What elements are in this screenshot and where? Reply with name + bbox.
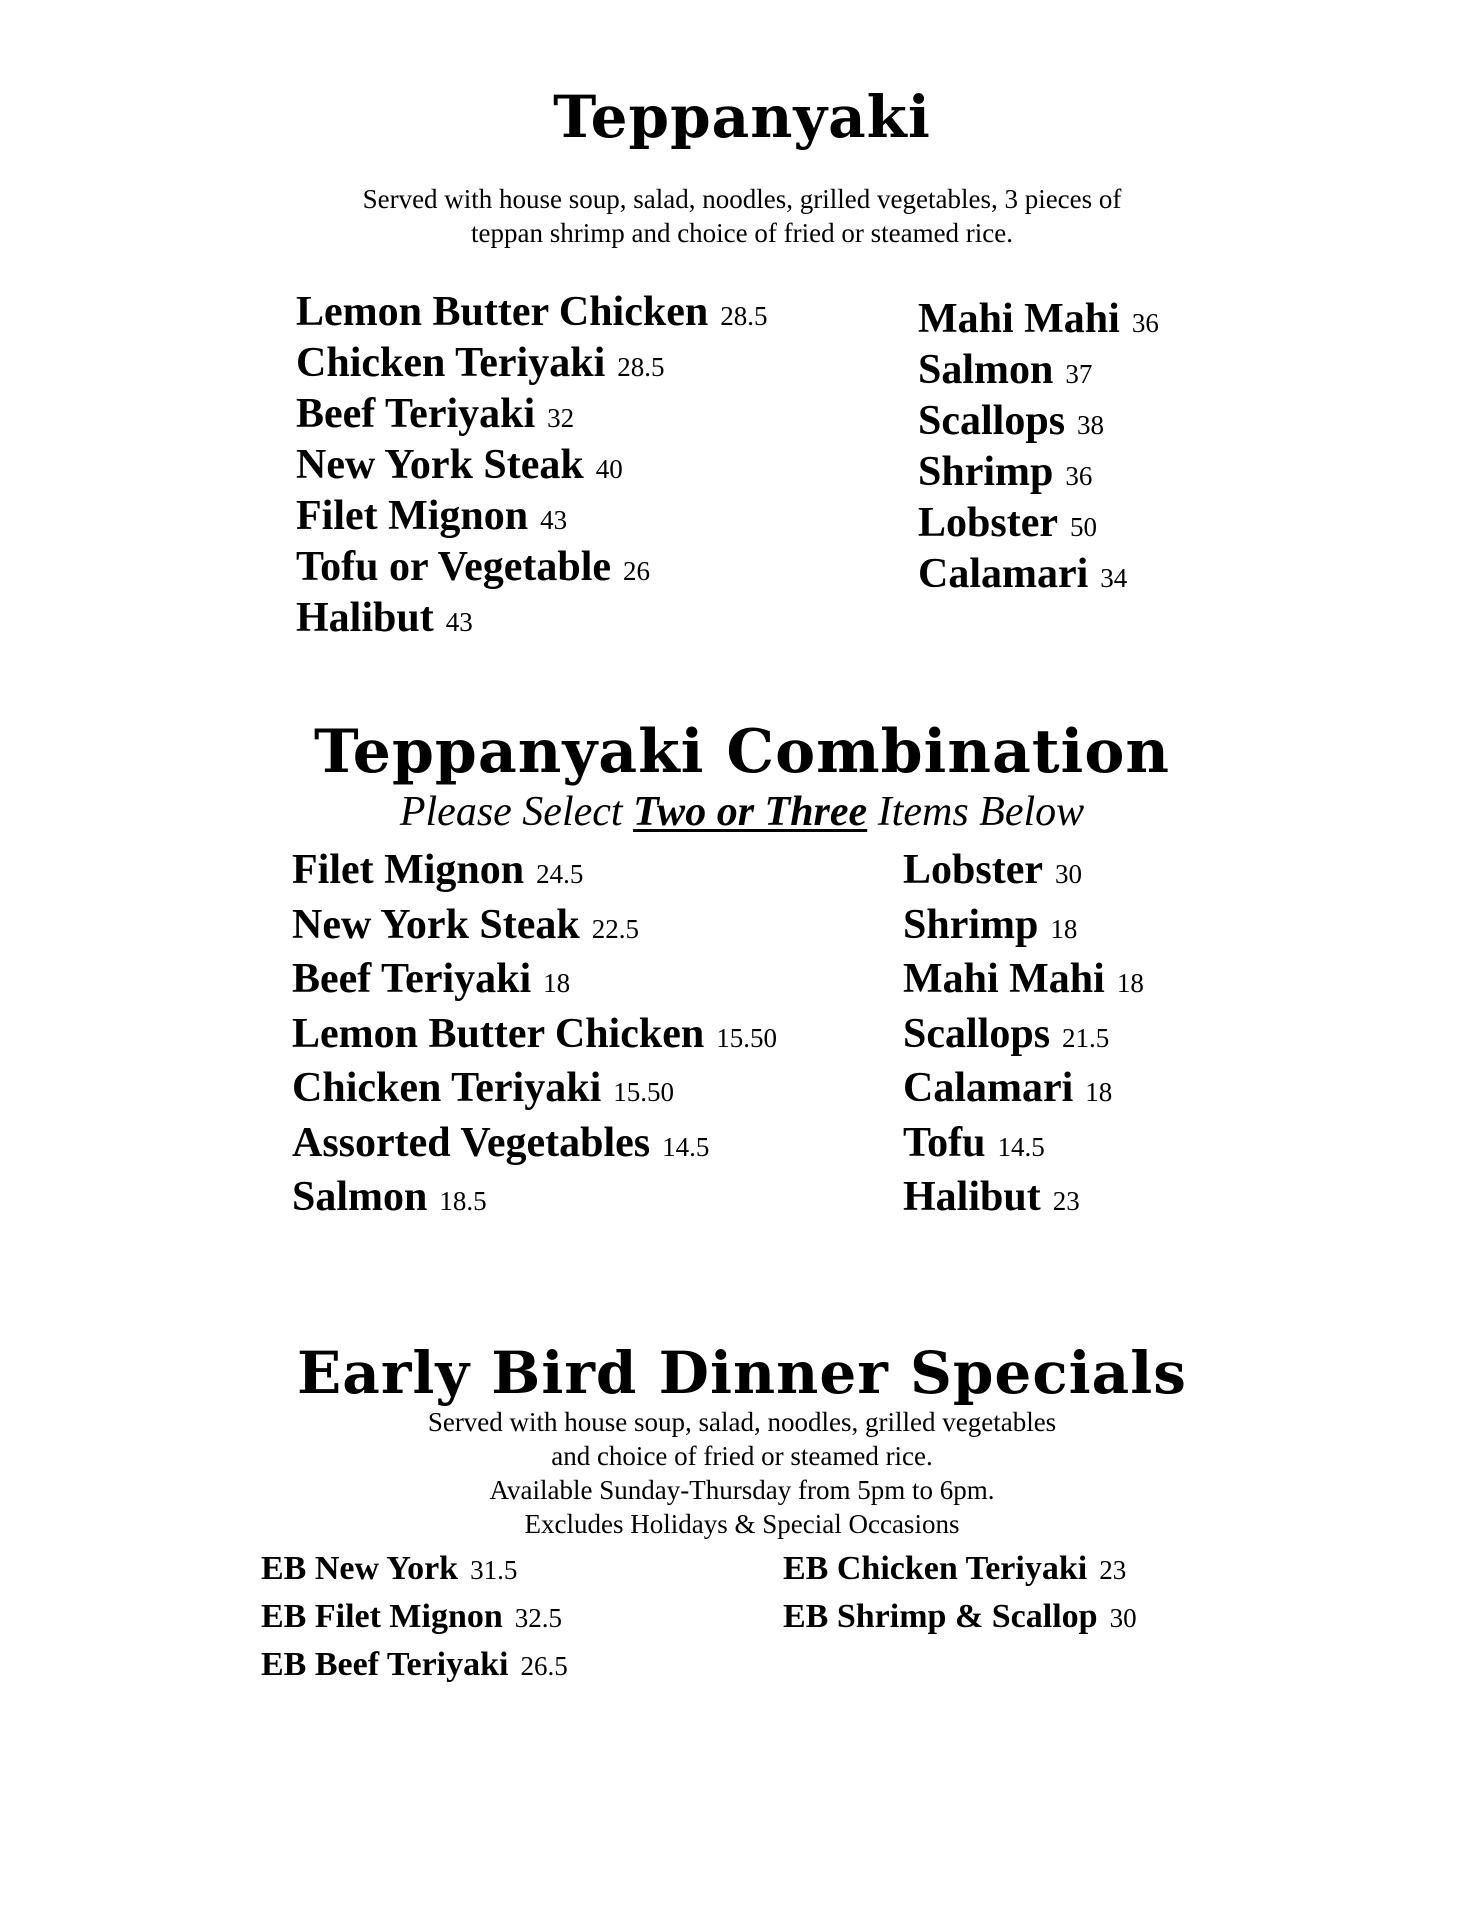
item-name: Filet Mignon [292,847,525,893]
item-name: EB New York [261,1550,459,1587]
early-bird-title: Early Bird Dinner Specials [297,1339,1187,1407]
item-name: Assorted Vegetables [292,1119,651,1166]
combination-subtitle-before: Please Select [399,789,634,835]
menu-item [903,898,1144,953]
item-name: Scallops [903,1010,1051,1057]
item-name: Halibut [903,1174,1041,1220]
item-price: 26.5 [520,1651,568,1681]
item-price: 32 [547,403,575,433]
menu-item [292,1007,777,1062]
item-price: 14.5 [997,1131,1045,1162]
item-price: 18 [1085,1077,1113,1107]
item-price: 28.5 [720,301,768,331]
item-name: EB Shrimp & Scallop [783,1598,1098,1635]
item-price: 30 [1109,1603,1137,1633]
early-bird-note-line: Excludes Holidays & Special Occasions [524,1509,960,1539]
item-price: 18.5 [439,1186,487,1216]
teppanyaki-note-line: Served with house soup, salad, noodles, grilled vegetables, 3 pieces of [362,184,1122,214]
item-name: Mahi Mahi [918,296,1120,342]
teppanyaki-right-column [918,294,1159,600]
menu-item [918,447,1159,498]
item-price: 36 [1065,461,1093,491]
early-bird-right-column [783,1545,1137,1641]
menu-item [292,1116,777,1171]
combination-subtitle [0,788,1484,836]
combination-title: Teppanyaki Combination [314,717,1170,787]
item-name: Beef Teriyaki [292,956,532,1002]
item-name: Mahi Mahi [903,956,1105,1002]
menu-item [296,542,767,593]
menu-item [296,593,767,644]
item-price: 15.50 [716,1022,777,1053]
item-name: Salmon [918,347,1054,393]
teppanyaki-title: Teppanyaki [553,83,931,151]
item-name: Lemon Butter Chicken [296,289,709,335]
teppanyaki-left-column [296,287,767,644]
item-name: Salmon [292,1174,428,1220]
item-price: 30 [1055,859,1082,889]
menu-item [918,498,1159,549]
combination-left-column [292,843,777,1225]
menu-item [261,1641,568,1689]
item-price: 43 [540,505,568,535]
early-bird-note-line: Served with house soup, salad, noodles, grilled vegetables [427,1407,1057,1437]
item-price: 43 [445,607,473,637]
menu-item [903,952,1144,1007]
combination-right-column [903,843,1144,1225]
menu-item [903,1170,1144,1225]
item-name: Scallops [918,398,1066,444]
item-price: 28.5 [617,352,665,382]
menu-item [292,1061,777,1116]
menu-item [918,549,1159,600]
teppanyaki-note-line: teppan shrimp and choice of fried or steamed rice. [470,218,1014,248]
item-name: EB Chicken Teriyaki [783,1550,1088,1587]
item-name: Lobster [903,847,1043,893]
menu-item [292,843,777,898]
menu-item [296,491,767,542]
menu-item [783,1545,1137,1593]
teppanyaki-note [0,182,1484,250]
menu-item [783,1593,1137,1641]
combination-subtitle-after: Items Below [867,789,1085,835]
item-name: Shrimp [903,901,1039,948]
item-price: 23 [1099,1555,1127,1585]
item-name: Chicken Teriyaki [296,340,606,386]
item-name: Shrimp [918,449,1054,495]
menu-item [903,1007,1144,1062]
menu-item [903,1116,1144,1171]
item-price: 21.5 [1062,1022,1110,1053]
item-price: 32.5 [514,1603,563,1633]
early-bird-note-line: and choice of fried or steamed rice. [551,1441,933,1471]
early-bird-note-line: Available Sunday-Thursday from 5pm to 6pm. [489,1475,995,1505]
menu-item [903,843,1144,898]
item-price: 38 [1077,410,1105,440]
item-name: Tofu [903,1119,986,1166]
item-price: 18 [1050,913,1078,944]
menu-item [292,1170,777,1225]
menu-item [261,1545,568,1593]
item-name: Chicken Teriyaki [292,1065,602,1111]
item-name: Calamari [918,551,1089,597]
menu-item [296,287,767,338]
item-price: 37 [1065,359,1093,389]
item-price: 23 [1052,1186,1080,1216]
item-name: Filet Mignon [296,493,529,539]
item-name: Halibut [296,595,434,641]
item-price: 24.5 [536,859,584,889]
item-price: 15.50 [613,1077,674,1107]
menu-item [261,1593,568,1641]
early-bird-left-column [261,1545,568,1689]
menu-item [918,396,1159,447]
item-price: 18 [543,968,571,998]
early-bird-note [0,1405,1484,1541]
item-price: 34 [1100,563,1128,593]
menu-item [296,338,767,389]
item-price: 18 [1116,968,1144,998]
item-price: 50 [1070,512,1097,542]
item-name: Lemon Butter Chicken [292,1010,705,1057]
item-name: Lobster [918,500,1058,546]
menu-item [918,345,1159,396]
item-price: 36 [1131,308,1159,338]
menu-item [903,1061,1144,1116]
item-name: New York Steak [292,901,580,948]
menu-item [292,952,777,1007]
item-price: 14.5 [662,1131,710,1162]
menu-item [296,440,767,491]
item-price: 22.5 [591,913,640,944]
item-name: Calamari [903,1065,1074,1111]
item-name: Beef Teriyaki [296,391,536,437]
item-name: New York Steak [296,442,584,488]
item-price: 26 [623,556,651,586]
item-price: 31.5 [470,1555,518,1585]
item-name: Tofu or Vegetable [296,544,612,590]
item-name: EB Beef Teriyaki [261,1646,509,1683]
menu-item [918,294,1159,345]
menu-item [292,898,777,953]
menu-item [296,389,767,440]
combination-subtitle-emphasis: Two or Three [633,789,868,835]
item-name: EB Filet Mignon [261,1598,503,1635]
item-price: 40 [595,454,623,484]
